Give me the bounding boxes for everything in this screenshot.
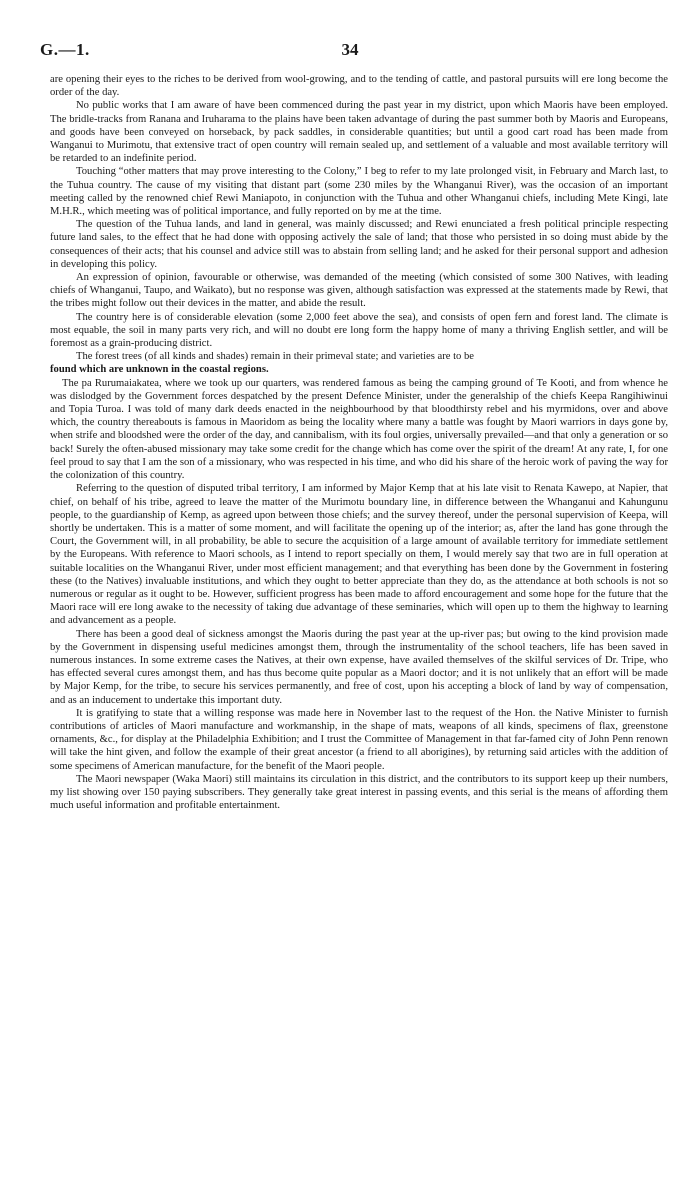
page-header [40, 40, 660, 64]
paragraph: found which are unknown in the coastal regions. [50, 364, 269, 376]
paragraph: The Maori newspaper (Waka Maori) still maintains its circulation in this district, and the contributors to its support keep up their numbers, my list showing over 150 paying subscribers. They generally take great interest in passing events, and this serial is the means of affording them much useful information and profitable entertainment. [50, 773, 668, 812]
body-text [50, 73, 668, 812]
paragraph: The country here is of considerable elevation (some 2,000 feet above the sea), and consists of open fern and forest land. The climate is most equable, the soil in many parts very rich, and will no doubt ere long form the happy home of many a thriving English settler, and will be foremost as a grain-producing district. [50, 311, 668, 350]
paragraph: The pa Rurumaiakatea, where we took up our quarters, was rendered famous as being the camping ground of Te Kooti, and from whence he was dislodged by the Government forces despatched by the present Defence Minister, under the generalship of the chiefs Keepa Rangihiwinui and Topia Turoa. I was told of many dark deeds enacted in the neighbourhood by that bloodthirsty rebel and his myrmidons, over and above which, the country thereabouts is famous in Maoridom as being the locality where many a battle was fought by Maori warriors in days gone by, when strife and bloodshed were the order of the day, and cannibalism, with its foul orgies, universally prevailed—and that only a generation or so back! Surely the often-abused missionary may take some credit for the change which has come over the spirit of the dream! At any rate, I, for one feel proud to say that I am the son of a missionary, who was respected in his time, and who did his share of the heroic work of paving the way for the colonization of this country. [50, 377, 668, 482]
paragraph: There has been a good deal of sickness amongst the Maoris during the past year at the up-river pas; but owing to the kind provision made by the Government in dispensing useful medicines amongst them, through the instrumentality of the school teachers, life has been saved in numerous instances. In some extreme cases the Natives, at their own expense, have availed themselves of the skilful services of Dr. Tripe, who has effected several cures amongst them, and has thus become quite popular as a Maori doctor; and it is not unlikely that an effort will be made by Major Kemp, for the tribe, to secure his services permanently, and free of cost, upon his accepting a block of land by way of compensation, and as an inducement to undertake this important duty. [50, 628, 668, 706]
paragraph: are opening their eyes to the riches to be derived from wool-growing, and to the tending of cattle, and pastoral pursuits will ere long become the order of the day. [50, 74, 668, 99]
paragraph: No public works that I am aware of have been commenced during the past year in my district, upon which Maoris have been employed. The bridle-tracks from Ranana and Iruharama to the plains have been taken advantage of during the past summer both by Maoris and Europeans, and goods have been conveyed on horseback, by pack saddles, in considerable quantities; but until a good cart road has been made from Wanganui to Murimotu, that extensive tract of open country will remain sealed up, and settlement of a valuable and most available territory will be retarded to an indefinite period. [50, 100, 668, 165]
paragraph: It is gratifying to state that a willing response was made here in November last to the request of the Hon. the Native Minister to furnish contributions of articles of Maori manufacture and workmanship, in the shape of mats, weapons of all kinds, specimens of flax, greenstone ornaments, &c., for display at the Philadelphia Exhibition; and I trust the Committee of Management in that far-famed city of John Penn renown will take the hint given, and follow the example of their great ancestor (a friend to all aborigines), by returning said articles with the addition of some specimens of American manufacture, for the benefit of the Maori people. [50, 707, 668, 772]
document-code: G.—1. [40, 40, 90, 59]
paragraph: The forest trees (of all kinds and shades) remain in their primeval state; and varieties are to be [76, 351, 475, 363]
paragraph: Touching “other matters that may prove interesting to the Colony,” I beg to refer to my late prolonged visit, in February and March last, to the Tuhua country. The cause of my visiting that distant part (some 230 miles by the Whanganui River), was the occasion of an important meeting called by the renowned chief Rewi Maniapoto, in conjunction with the Tuhua and other Whanganui chiefs, including Mete Kingi, late M.H.R., which meeting was of political importance, and fully reported on by me at the time. [50, 166, 668, 218]
paragraph: The question of the Tuhua lands, and land in general, was mainly discussed; and Rewi enunciated a fresh political principle respecting future land sales, to the effect that he had done with opposing actively the sale of land; that those who persisted in so doing must abide by the consequences of their acts; that his counsel and advice still was to abstain from selling land; and he asked for their personal support and adhesion in developing this policy. [50, 219, 668, 270]
paragraph: An expression of opinion, favourable or otherwise, was demanded of the meeting (which consisted of some 300 Natives, with leading chiefs of Whanganui, Taupo, and Waikato), but no response was given, although satisfaction was expressed at the statements made by Rewi, that the tribes might follow out their devices in the matter, and abide the result. [50, 272, 668, 310]
page-number: 34 [341, 40, 359, 59]
paragraph: Referring to the question of disputed tribal territory, I am informed by Major Kemp that at his late visit to Renata Kawepo, at Napier, that chief, on behalf of his tribe, agreed to leave the matter of the Murimotu boundary line, in difference between the Whanganui and Kahungunu people, to the guardianship of Kemp, as agreed upon between those chiefs; and the survey thereof, under the personal supervision of Keepa, will shortly be undertaken. This is a matter of some moment, and will facilitate the opening up of the interior; as, after the land has gone through the Court, the Government will, in all probability, be able to secure the acquisition of a large amount of available territory for immediate settlement by the Europeans. With reference to Maori schools, as I intend to report specially on them, I would merely say that two are in full operation at suitable localities on the Whanganui River, under most efficient management; and that everything has been done by the Government in fostering these (to the Natives) invaluable institutions, and which they ought to better appreciate than they do, as the attendance at both schools is not so numerous or regular as it ought to be. However, sufficient progress has been made to afford encouragement and some hope for the future that the Maori race will ere long awake to the necessity of taking due advantage of these seminaries, which will open up to them the highway to learning and advancement as a people. [50, 483, 668, 627]
